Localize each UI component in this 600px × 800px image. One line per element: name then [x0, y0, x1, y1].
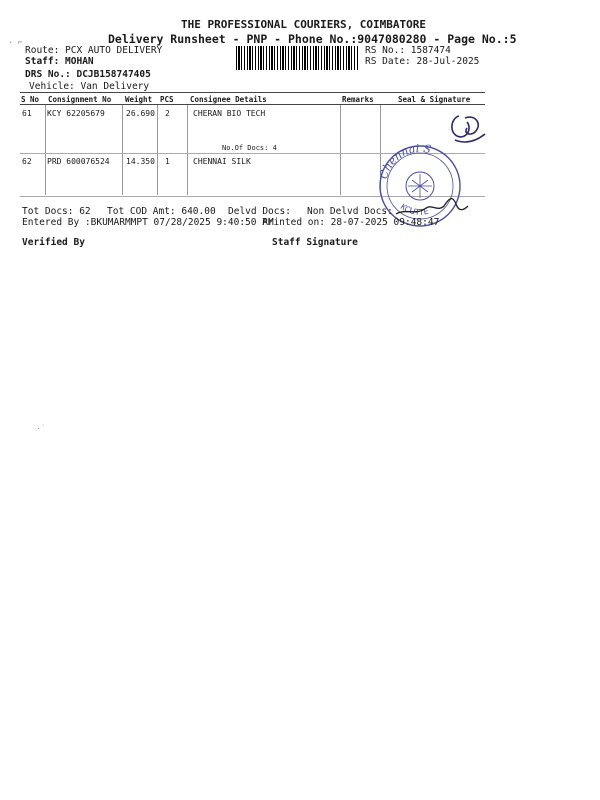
svg-text:Chennai S	[377, 142, 433, 181]
company-name: THE PROFESSIONAL COURIERS, COIMBATORE	[181, 18, 427, 31]
runsheet-title: Delivery Runsheet - PNP - Phone No.:9047080280 - Page No.:5	[108, 32, 517, 46]
non-delivered-docs: Non Delvd Docs:	[307, 206, 393, 217]
handwritten-signature	[392, 190, 472, 220]
row-pcs: 2	[165, 109, 170, 118]
total-cod-amount: Tot COD Amt: 640.00	[107, 206, 216, 217]
entered-by: Entered By :BKUMARMMPT 07/28/2025 9:40:50 AM	[22, 217, 274, 228]
staff-label: Staff: MOHAN	[25, 56, 94, 67]
col-consignee: Consignee Details	[190, 95, 267, 104]
stamp-text-bottom: KCUTTE	[398, 202, 430, 217]
stamp-text-top: Chennai S	[376, 141, 433, 181]
col-remarks: Remarks	[342, 95, 374, 104]
delivered-docs: Delvd Docs:	[228, 206, 291, 217]
col-divider	[122, 105, 123, 195]
scan-speck: ·˙	[36, 424, 46, 433]
barcode	[236, 46, 358, 70]
row-consignment: PRD 600076524	[47, 157, 110, 166]
route-label: Route: PCX AUTO DELIVERY	[25, 45, 163, 56]
row-sno: 62	[22, 157, 32, 166]
col-sno: S No	[21, 95, 40, 104]
row-consignee: CHERAN BIO TECH	[193, 109, 266, 118]
verified-by-label: Verified By	[22, 237, 85, 248]
col-divider	[187, 105, 188, 195]
row-doc-count: No.Of Docs: 4	[222, 144, 277, 152]
rs-date: RS Date: 28-Jul-2025	[365, 56, 480, 67]
col-divider	[157, 105, 158, 195]
col-divider	[45, 105, 46, 195]
row-pcs: 1	[165, 157, 170, 166]
row-consignment: KCY 62205679	[47, 109, 105, 118]
col-weight: Weight	[125, 95, 153, 104]
row-sno: 61	[22, 109, 32, 118]
row-weight: 26.690	[126, 109, 155, 118]
rs-number: RS No.: 1587474	[365, 45, 451, 56]
drs-number: DRS No.: DCJB158747405	[25, 69, 151, 80]
col-divider	[340, 105, 341, 195]
col-pcs: PCS	[160, 95, 174, 104]
total-docs: Tot Docs: 62	[22, 206, 91, 217]
table-top-line	[20, 92, 485, 93]
printed-on: Printed on: 28-07-2025 09:48:47	[262, 217, 440, 228]
row-consignee: CHENNAI SILK	[193, 157, 251, 166]
vehicle-label: Vehicle: Van Delivery	[29, 81, 150, 92]
staff-signature-label: Staff Signature	[272, 237, 358, 248]
row-weight: 14.350	[126, 157, 155, 166]
col-seal-signature: Seal & Signature	[398, 95, 471, 104]
col-consignment: Consignment No	[48, 95, 112, 104]
table-header-line	[20, 104, 485, 105]
scan-speck: · ⌐	[8, 38, 23, 47]
